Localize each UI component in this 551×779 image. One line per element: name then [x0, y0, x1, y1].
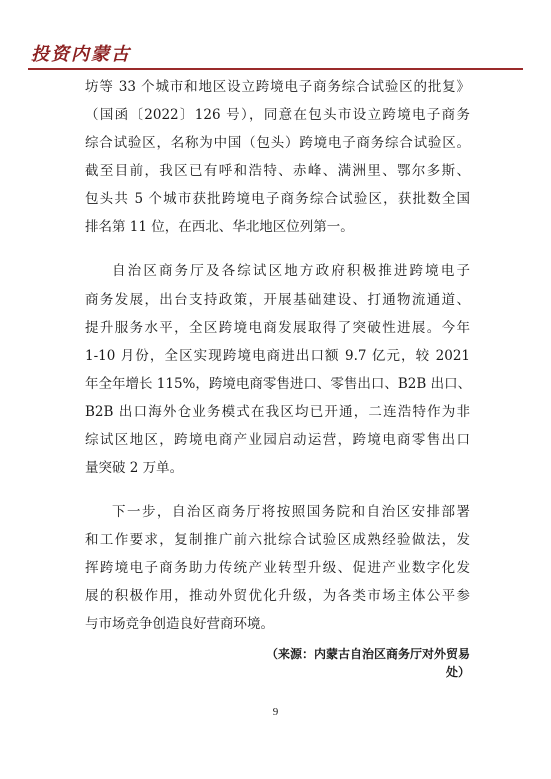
- paragraph-3-line-4: 展的积极作用，推动外贸优化升级，为各类市场主体公平参: [85, 588, 470, 604]
- paragraph-2-line-3: 提升服务水平，全区跨境电商发展取得了突破性进展。今年: [85, 320, 470, 336]
- paragraph-3-line-3: 挥跨境电子商务助力传统产业转型升级、促进产业数字化发: [85, 560, 470, 576]
- paragraph-1-line-5: 包头共 5 个城市获批跨境电子商务综合试验区，获批数全国: [85, 191, 470, 207]
- paragraph-2-line-2: 商务发展，出台支持政策，开展基础建设、打通物流通道、: [85, 292, 470, 308]
- paragraph-2-line-5: 年全年增长 115%，跨境电商零售进口、零售出口、B2B 出口、: [85, 376, 472, 392]
- header-title: 投资内蒙古: [31, 44, 131, 65]
- paragraph-1-line-2: （国函〔2022〕126 号），同意在包头市设立跨境电子商务: [85, 107, 470, 123]
- page-number: 9: [272, 706, 279, 718]
- header-divider: [28, 68, 523, 70]
- page-header: [0, 0, 551, 72]
- paragraph-1-line-1: 坊等 33 个城市和地区设立跨境电子商务综合试验区的批复》: [85, 79, 470, 95]
- paragraph-2-line-4: 1-10 月份，全区实现跨境电商进出口额 9.7 亿元，较 2021: [85, 348, 470, 364]
- paragraph-2-line-1: 自治区商务厅及各综试区地方政府积极推进跨境电子: [112, 263, 470, 279]
- paragraph-3-line-2: 和工作要求，复制推广前六批综合试验区成熟经验做法，发: [85, 532, 470, 548]
- paragraph-1-line-4: 截至目前，我区已有呼和浩特、赤峰、满洲里、鄂尔多斯、: [85, 163, 470, 179]
- source-attribution: （来源：内蒙古自治区商务厅对外贸易处）: [265, 647, 470, 679]
- paragraph-3-line-1: 下一步，自治区商务厅将按照国务院和自治区安排部署: [112, 504, 470, 520]
- paragraph-1-line-3: 综合试验区，名称为中国（包头）跨境电子商务综合试验区。: [85, 135, 470, 151]
- paragraph-2-line-6: B2B 出口海外仓业务模式在我区均已开通，二连浩特作为非: [85, 404, 470, 420]
- paragraph-2-line-8: 量突破 2 万单。: [85, 460, 184, 476]
- paragraph-3-line-5: 与市场竞争创造良好营商环境。: [85, 616, 274, 632]
- paragraph-2-line-7: 综试区地区，跨境电商产业园启动运营，跨境电商零售出口: [85, 432, 470, 448]
- paragraph-1-line-6: 排名第 11 位，在西北、华北地区位列第一。: [85, 219, 354, 235]
